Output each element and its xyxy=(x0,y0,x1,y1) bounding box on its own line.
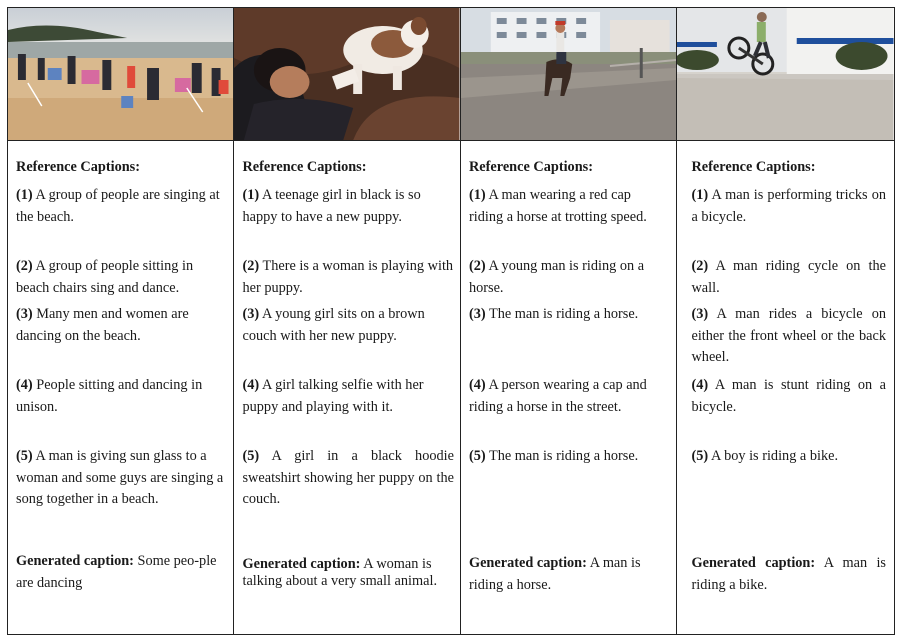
reference-heading: Reference Captions: xyxy=(242,159,367,175)
caption-text: A man is performing tricks on a bicycle. xyxy=(691,187,886,225)
caption-text: A man rides a bicycle on either the front wheel or the back wheel. xyxy=(691,306,886,365)
generated-text: A man is riding a bike. xyxy=(691,555,886,593)
caption-text: A man is giving sun glass to a woman and some guys are singing a song together in a beach. xyxy=(16,448,224,507)
caption-text: A group of people sitting in beach chairs sing and dance. xyxy=(16,258,194,296)
column-puppy xyxy=(234,8,460,634)
horse-riding-image xyxy=(461,8,677,141)
generated-heading: Generated caption: xyxy=(468,555,587,571)
generated-caption xyxy=(8,551,233,594)
generated-text: A woman is talking about a very small animal. xyxy=(242,556,438,589)
caption-text: A girl talking selfie with her puppy and playing with it. xyxy=(242,377,424,415)
caption-text: A man wearing a red cap riding a horse at trotting speed. xyxy=(468,187,647,225)
caption-item xyxy=(677,185,894,228)
caption-number: (1) xyxy=(691,187,709,203)
generated-heading: Generated caption: xyxy=(691,555,816,571)
girl-puppy-image xyxy=(234,8,459,141)
generated-heading: Generated caption: xyxy=(242,556,361,572)
caption-text: A group of people are singing at the beach. xyxy=(16,187,220,225)
caption-number: (5) xyxy=(242,448,260,464)
caption-text: The man is riding a horse. xyxy=(488,448,639,464)
caption-item xyxy=(8,185,233,228)
caption-item xyxy=(461,375,677,418)
generated-caption xyxy=(677,553,894,596)
caption-item xyxy=(234,185,459,228)
generated-text: A man is riding a horse. xyxy=(468,555,641,593)
caption-text: A man is stunt riding on a bicycle. xyxy=(691,377,886,415)
caption-number: (4) xyxy=(468,377,486,393)
caption-item xyxy=(677,304,894,369)
caption-number: (2) xyxy=(16,258,33,274)
column-horse xyxy=(461,8,678,634)
caption-item xyxy=(234,256,459,299)
reference-heading: Reference Captions: xyxy=(16,159,141,175)
caption-text: A man riding cycle on the wall. xyxy=(691,258,886,296)
bicycle-stunt-image xyxy=(677,8,894,141)
generated-heading: Generated caption: xyxy=(16,553,134,569)
caption-number: (1) xyxy=(242,187,260,203)
beach-dancing-image xyxy=(8,8,233,141)
caption-text: A girl in a black hoodie sweatshirt showing her puppy on the couch. xyxy=(242,448,454,507)
caption-number: (3) xyxy=(691,306,709,322)
caption-number: (4) xyxy=(16,377,33,393)
reference-heading: Reference Captions: xyxy=(468,159,593,175)
caption-text: There is a woman is playing with her puppy. xyxy=(242,258,454,296)
caption-item xyxy=(8,304,233,347)
caption-number: (5) xyxy=(691,448,709,464)
caption-item xyxy=(461,256,677,299)
caption-item xyxy=(8,256,233,299)
caption-item xyxy=(234,375,459,418)
caption-text: The man is riding a horse. xyxy=(488,306,639,322)
caption-item xyxy=(461,304,677,326)
caption-number: (2) xyxy=(242,258,260,274)
caption-item xyxy=(8,446,233,511)
caption-text: A person wearing a cap and riding a horse in the street. xyxy=(468,377,647,415)
caption-number: (5) xyxy=(468,448,486,464)
caption-item xyxy=(8,375,233,418)
caption-item xyxy=(677,256,894,299)
caption-text: A young man is riding on a horse. xyxy=(468,258,645,296)
caption-number: (3) xyxy=(468,306,486,322)
caption-text: Many men and women are dancing on the beach. xyxy=(16,306,189,344)
caption-number: (4) xyxy=(242,377,260,393)
caption-text: People sitting and dancing in unison. xyxy=(16,377,203,415)
caption-item xyxy=(234,446,459,511)
caption-item xyxy=(234,304,459,347)
caption-number: (2) xyxy=(468,258,486,274)
caption-number: (1) xyxy=(468,187,486,203)
generated-caption xyxy=(461,553,677,596)
column-bicycle xyxy=(677,8,894,634)
caption-number: (5) xyxy=(16,448,33,464)
reference-heading: Reference Captions: xyxy=(691,159,816,175)
caption-text: A boy is riding a bike. xyxy=(710,448,839,464)
caption-item xyxy=(677,375,894,418)
generated-text: Some peo-ple are dancing xyxy=(16,553,217,591)
caption-number: (1) xyxy=(16,187,33,203)
caption-item xyxy=(461,446,677,468)
caption-number: (2) xyxy=(691,258,709,274)
column-beach xyxy=(8,8,234,634)
caption-item xyxy=(677,446,894,468)
caption-item xyxy=(461,185,677,228)
caption-text: A young girl sits on a brown couch with her new puppy. xyxy=(242,306,425,344)
caption-number: (3) xyxy=(16,306,33,322)
caption-number: (4) xyxy=(691,377,709,393)
caption-text: A teenage girl in black is so happy to have a new puppy. xyxy=(242,187,421,225)
caption-comparison-table xyxy=(7,7,895,635)
caption-number: (3) xyxy=(242,306,260,322)
generated-caption xyxy=(234,556,459,590)
